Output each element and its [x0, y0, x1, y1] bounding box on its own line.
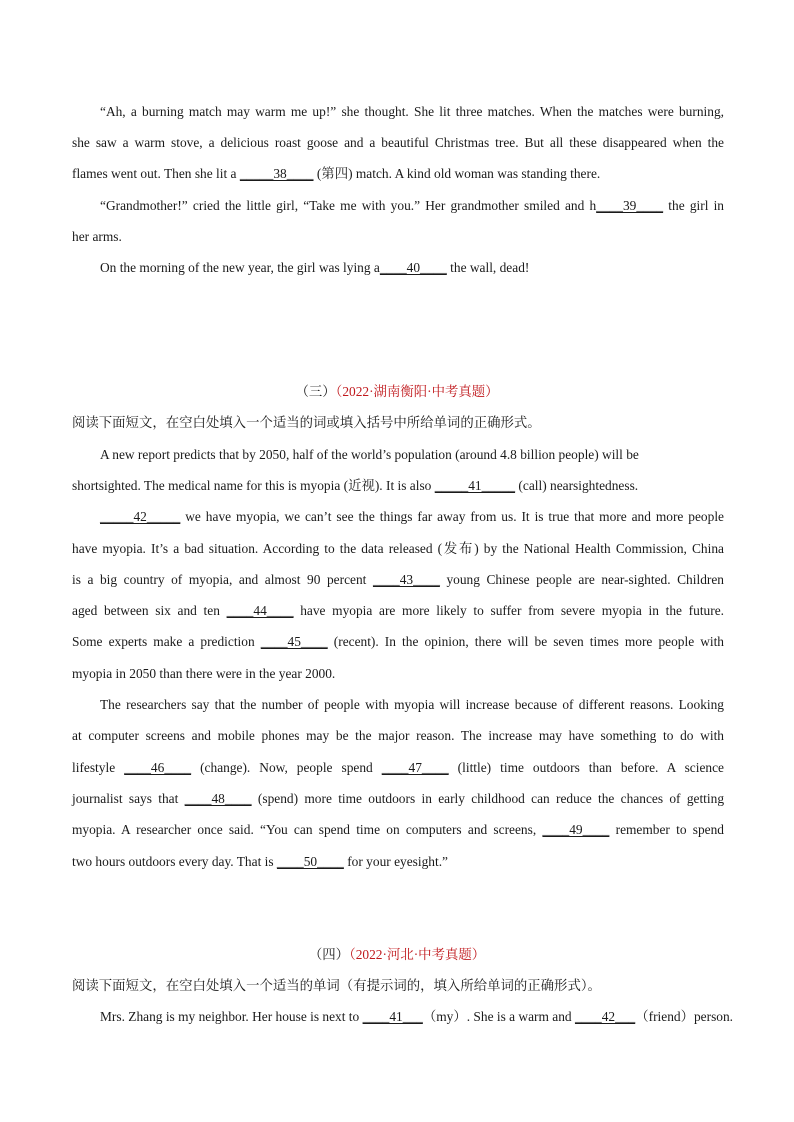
- passage-text: (change). Now, people spend: [191, 760, 382, 775]
- passage-text: have myopia. It’s a bad situation. According to the data released (发布) by the National Health Commission, China: [72, 541, 724, 556]
- passage-text: myopia. A researcher once said. “You can spend time on computers and screens,: [72, 822, 543, 837]
- passage-text: we have myopia, we can’t see the things far away from us. It is true that more and more people: [180, 509, 724, 524]
- passage-text: (call) nearsightedness.: [515, 478, 639, 493]
- passage-text: （my）. She is a warm and: [422, 1009, 575, 1024]
- passage-line: [72, 571, 724, 589]
- passage-line: [100, 197, 724, 215]
- answer-blank[interactable]: _____42_____: [100, 509, 181, 524]
- passage-text: the wall, dead!: [446, 260, 530, 275]
- passage-text: (little) time outdoors than before. A science: [448, 760, 724, 775]
- passage-text: The researchers say that the number of people with myopia will increase because of different reasons. Looking: [100, 697, 724, 712]
- passage-line: [72, 790, 724, 808]
- passage-line: [72, 633, 724, 651]
- section-number: （四）: [308, 947, 350, 962]
- section-source: （2022·河北·中考真题）: [349, 947, 486, 962]
- section-heading: [0, 946, 794, 964]
- passage-text: for your eyesight.”: [343, 854, 448, 869]
- passage-text: (第四) match. A kind old woman was standing there.: [313, 166, 601, 181]
- passage-text: A new report predicts that by 2050, half of the world’s population (around 4.8 billion people) will be: [100, 447, 639, 462]
- passage-text: the girl in: [663, 198, 725, 213]
- passage-line: [72, 477, 724, 495]
- answer-blank[interactable]: ____50____: [276, 854, 344, 869]
- passage-line: [100, 696, 724, 714]
- answer-blank[interactable]: ____49____: [542, 822, 610, 837]
- passage-text: “Grandmother!” cried the little girl, “Take me with you.” Her grandmother smiled and h: [100, 198, 597, 213]
- passage-text: journalist says that: [72, 791, 185, 806]
- passage-line: [72, 602, 724, 620]
- passage-line: [72, 853, 724, 871]
- answer-blank[interactable]: ____41___: [362, 1009, 423, 1024]
- passage-text: Mrs. Zhang is my neighbor. Her house is next to: [100, 1009, 363, 1024]
- section-instruction: 阅读下面短文，在空白处填入一个适当的词或填入括号中所给单词的正确形式。: [72, 415, 541, 430]
- section-source: （2022·湖南衡阳·中考真题）: [335, 384, 499, 399]
- passage-text: remember to spend: [609, 822, 724, 837]
- passage-text: On the morning of the new year, the girl was lying a: [100, 260, 380, 275]
- answer-blank[interactable]: _____38____: [239, 166, 314, 181]
- passage-text: she saw a warm stove, a delicious roast goose and a beautiful Christmas tree. But all these disappeared when the: [72, 135, 724, 150]
- answer-blank[interactable]: _____41_____: [434, 478, 516, 493]
- passage-text: Some experts make a prediction: [72, 634, 261, 649]
- answer-blank[interactable]: ____44____: [226, 603, 294, 618]
- passage-line: [100, 103, 724, 121]
- passage-text: is a big country of myopia, and almost 90 percent: [72, 572, 373, 587]
- section-heading: [0, 383, 794, 401]
- passage-line: [72, 821, 724, 839]
- passage-text: flames went out. Then she lit a: [72, 166, 240, 181]
- passage-line: [100, 446, 724, 464]
- passage-text: young Chinese people are near-sighted. Children: [439, 572, 724, 587]
- passage-line: [72, 228, 724, 246]
- passage-text: “Ah, a burning match may warm me up!” she thought. She lit three matches. When the matches were burning,: [100, 104, 724, 119]
- answer-blank[interactable]: ____39____: [596, 198, 664, 213]
- answer-blank[interactable]: ____46____: [124, 760, 192, 775]
- passage-line: [100, 1008, 734, 1026]
- passage-line: [72, 134, 724, 152]
- passage-text: （friend）person.: [635, 1009, 734, 1024]
- passage-line: [72, 727, 724, 745]
- passage-line: [100, 259, 724, 277]
- passage-text: aged between six and ten: [72, 603, 227, 618]
- passage-text: (recent). In the opinion, there will be seven times more people with: [327, 634, 725, 649]
- answer-blank[interactable]: ____42___: [574, 1009, 636, 1024]
- answer-blank[interactable]: ____40____: [379, 260, 447, 275]
- passage-text: shortsighted. The medical name for this is myopia (近视). It is also: [72, 478, 435, 493]
- answer-blank[interactable]: ____43____: [372, 572, 440, 587]
- passage-line: [72, 665, 724, 683]
- passage-text: her arms.: [72, 229, 122, 244]
- passage-line: [100, 508, 724, 526]
- section-number: （三）: [295, 384, 336, 399]
- answer-blank[interactable]: ____48____: [184, 791, 252, 806]
- passage-text: (spend) more time outdoors in early childhood can reduce the chances of getting: [251, 791, 725, 806]
- answer-blank[interactable]: ____47____: [381, 760, 449, 775]
- answer-blank[interactable]: ____45____: [260, 634, 328, 649]
- passage-text: two hours outdoors every day. That is: [72, 854, 277, 869]
- section-instruction: 阅读下面短文，在空白处填入一个适当的单词（有提示词的，填入所给单词的正确形式）。: [72, 978, 601, 993]
- passage-text: lifestyle: [72, 760, 125, 775]
- passage-text: at computer screens and mobile phones may be the major reason. The increase may have something to do with: [72, 728, 724, 743]
- passage-text: have myopia are more likely to suffer from severe myopia in the future.: [293, 603, 724, 618]
- passage-line: [72, 540, 724, 558]
- passage-text: myopia in 2050 than there were in the year 2000.: [72, 666, 336, 681]
- passage-line: [72, 759, 724, 777]
- passage-line: [72, 165, 724, 183]
